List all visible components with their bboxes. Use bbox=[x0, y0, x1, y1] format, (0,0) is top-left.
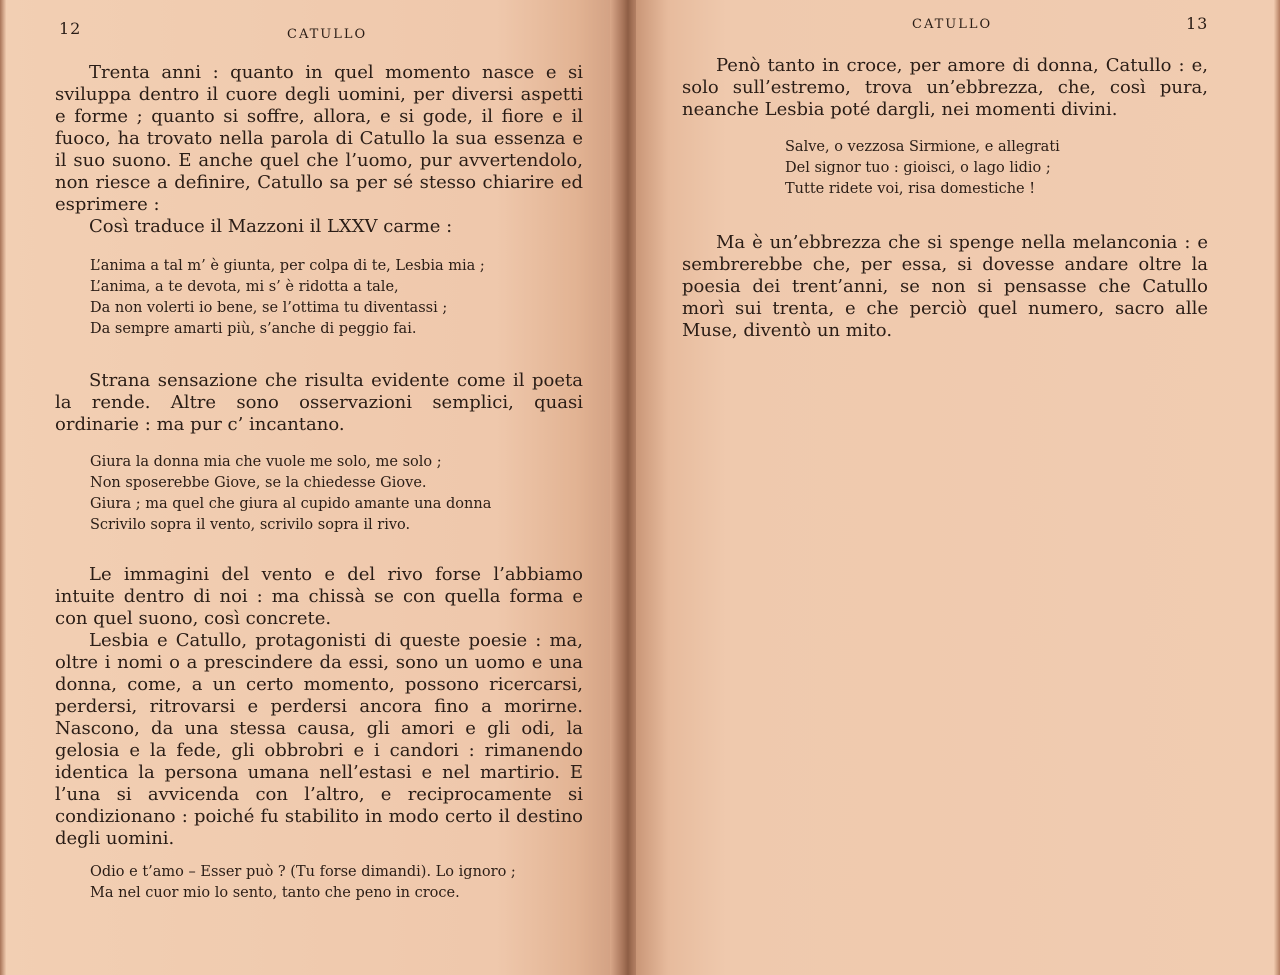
verse-line: Non sposerebbe Giove, se la chiedesse Giove. bbox=[90, 475, 427, 491]
verse-line: Tutte ridete voi, risa domestiche ! bbox=[785, 181, 1036, 197]
verse-line: Ma nel cuor mio lo sento, tanto che peno in croce. bbox=[90, 885, 460, 901]
right-page-body bbox=[682, 55, 1208, 342]
page-number: 12 bbox=[59, 19, 82, 38]
verse-quote bbox=[90, 862, 583, 904]
verse-line: Salve, o vezzosa Sirmione, e allegrati bbox=[785, 139, 1060, 155]
left-page bbox=[0, 0, 620, 975]
page-number: 13 bbox=[1186, 14, 1209, 33]
verse-line: Giura ; ma quel che giura al cupido amante una donna bbox=[90, 496, 492, 512]
running-head: CATULLO bbox=[287, 27, 368, 42]
verse-line: Scrivilo sopra il vento, scrivilo sopra il rivo. bbox=[90, 517, 411, 533]
verse-line: Odio e t’amo – Esser può ? (Tu forse dimandi). Lo ignoro ; bbox=[90, 864, 516, 880]
verse-quote bbox=[90, 452, 583, 536]
left-page-body bbox=[55, 62, 583, 904]
paragraph: Le immagini del vento e del rivo forse l’abbiamo intuite dentro di noi : ma chissà se con quella forma e con quel suono, così concrete. bbox=[55, 564, 583, 629]
paragraph: Lesbia e Catullo, protagonisti di queste poesie : ma, oltre i nomi o a prescindere da essi, sono un uomo e una donna, come, a un certo momento, possono ricercarsi, perdersi, ritrovarsi e perdersi ancora fino a morirne. Nascono, da una stessa causa, gli amori e gli odi, la gelosia e la fede, gli obbrobri e i candori : rimanendo identica la persona umana nell’estasi e nel martirio. E l’una si avvicenda con l’altro, e reciprocamente si condizionano : poiché fu stabilito in modo certo il destino degli uomini. bbox=[55, 630, 583, 849]
verse-line: L’anima a tal m’ è giunta, per colpa di te, Lesbia mia ; bbox=[90, 258, 485, 274]
verse-line: Del signor tuo : gioisci, o lago lidio ; bbox=[785, 160, 1051, 176]
verse-quote bbox=[785, 137, 1208, 200]
verse-line: L’anima, a te devota, mi s’ è ridotta a tale, bbox=[90, 279, 399, 295]
verse-line: Da sempre amarti più, s’anche di peggio fai. bbox=[90, 321, 417, 337]
right-page bbox=[636, 0, 1280, 975]
paragraph: Ma è un’ebbrezza che si spenge nella melanconia : e sembrerebbe che, per essa, si dovesse andare oltre la poesia dei trent’anni, se non si pensasse che Catullo morì sui trenta, e che perciò quel numero, sacro alle Muse, diventò un mito. bbox=[682, 232, 1208, 341]
verse-line: Da non volerti io bene, se l’ottima tu diventassi ; bbox=[90, 300, 448, 316]
paragraph: Trenta anni : quanto in quel momento nasce e si sviluppa dentro il cuore degli uomini, per diversi aspetti e forme ; quanto si soffre, allora, e si gode, il fiore e il fuoco, ha trovato nella parola di Catullo la sua essenza e il suo suono. E anche quel che l’uomo, pur avvertendolo, non riesce a definire, Catullo sa per sé stesso chiarire ed esprimere : bbox=[55, 62, 583, 215]
verse-line: Giura la donna mia che vuole me solo, me solo ; bbox=[90, 454, 442, 470]
verse-quote bbox=[90, 256, 583, 340]
page-edge bbox=[1274, 0, 1280, 975]
running-head: CATULLO bbox=[912, 17, 993, 32]
paragraph: Penò tanto in croce, per amore di donna, Catullo : e, solo sull’estremo, trova un’ebbrezza, che, così pura, neanche Lesbia poté dargli, nei momenti divini. bbox=[682, 55, 1208, 120]
paragraph: Così traduce il Mazzoni il LXXV carme : bbox=[89, 216, 453, 237]
page-edge bbox=[0, 0, 6, 975]
paragraph: Strana sensazione che risulta evidente come il poeta la rende. Altre sono osservazioni semplici, quasi ordinarie : ma pur c’ incantano. bbox=[55, 370, 583, 435]
